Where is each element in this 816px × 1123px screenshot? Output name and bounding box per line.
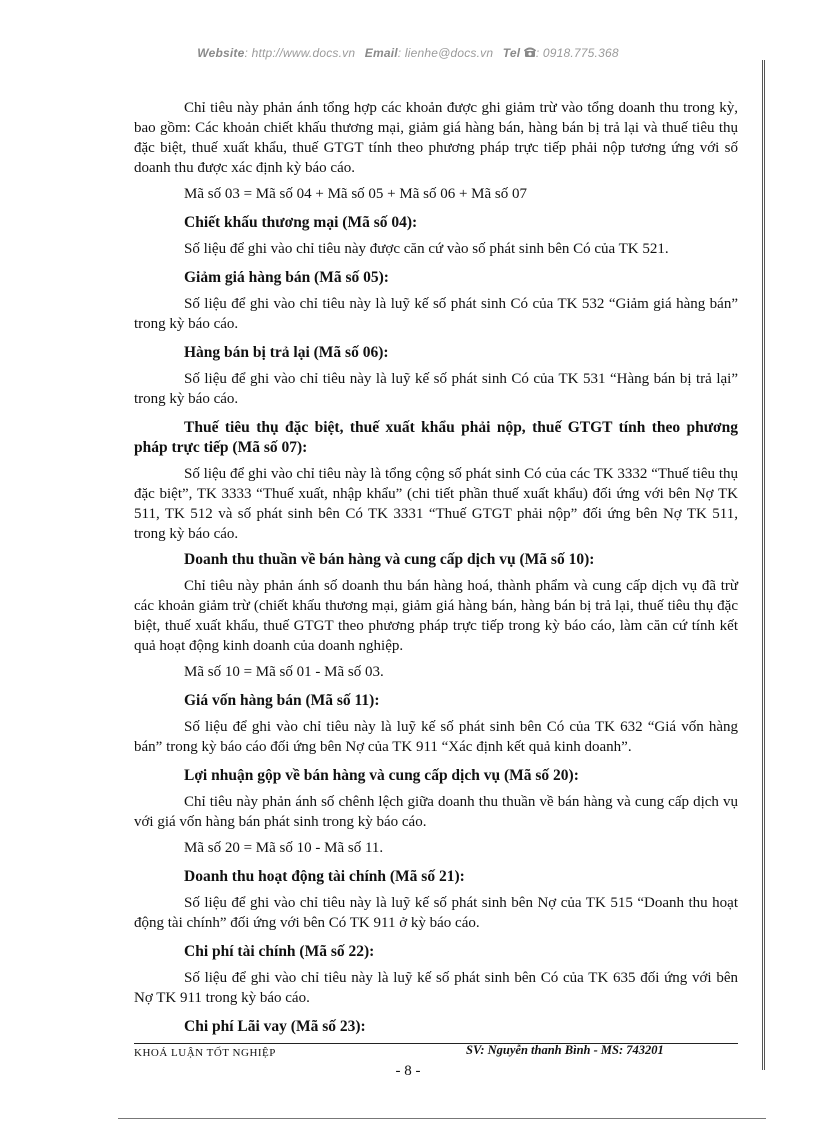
page-header	[0, 46, 816, 60]
paragraph: Số liệu để ghi vào chỉ tiêu này được căn cứ vào số phát sinh bên Có của TK 521.	[184, 241, 669, 257]
section-heading: Giá vốn hàng bán (Mã số 11):	[184, 692, 380, 709]
section-heading: Doanh thu hoạt động tài chính (Mã số 21):	[184, 868, 465, 885]
section-heading: Chiết khấu thương mại (Mã số 04):	[184, 214, 418, 231]
paragraph: Chỉ tiêu này phản ánh tổng hợp các khoản được ghi giảm trừ vào tổng doanh thu trong kỳ, bao gồm: Các khoản chiết khấu thương mại, giảm giá hàng bán, hàng bán bị trả lại và thuế tiêu thụ đặc biệt, thuế xuất khẩu, thuế GTGT tính theo phương pháp trực tiếp phải nộp tương ứng với số doanh thu được xác định kỳ báo cáo.	[134, 100, 738, 176]
paragraph: Chỉ tiêu này phản ánh số chênh lệch giữa doanh thu thuần về bán hàng và cung cấp dịch vụ với giá vốn hàng bán phát sinh trong kỳ báo cáo.	[134, 794, 738, 830]
tel-value: : 0918.775.368	[535, 46, 619, 60]
paragraph: Số liệu để ghi vào chỉ tiêu này là luỹ kế số phát sinh bên Có của TK 635 đối ứng với bên Nợ TK 911 trong kỳ báo cáo.	[134, 970, 738, 1006]
section-heading: Lợi nhuận gộp về bán hàng và cung cấp dịch vụ (Mã số 20):	[184, 767, 579, 784]
paragraph: Số liệu để ghi vào chỉ tiêu này là tổng cộng số phát sinh Có của các TK 3332 “Thuế tiêu thụ đặc biệt”, TK 3333 “Thuế xuất, nhập khẩu” (chi tiết phần thuế xuất khẩu) đối ứng với bên Nợ TK 511, TK 512 và số phát sinh bên Có TK 3331 “Thuế GTGT phải nộp” đối ứng bên Nợ TK 511, trong kỳ báo cáo.	[134, 466, 738, 542]
footer-student-info: SV: Nguyễn thanh Bình - MS: 743201	[466, 1043, 664, 1057]
website-label: Website	[197, 46, 245, 60]
paragraph: Số liệu để ghi vào chỉ tiêu này là luỹ kế số phát sinh bên Nợ của TK 515 “Doanh thu hoạt động tài chính” đối ứng với bên Có TK 911 ở kỳ báo cáo.	[134, 895, 738, 931]
tel-label: Tel	[502, 46, 521, 60]
phone-icon	[524, 47, 536, 58]
footer-thesis-label: KHOÁ LUẬN TỐT NGHIỆP	[134, 1047, 276, 1059]
formula: Mã số 03 = Mã số 04 + Mã số 05 + Mã số 06 + Mã số 07	[184, 186, 528, 202]
section-heading: Doanh thu thuần về bán hàng và cung cấp dịch vụ (Mã số 10):	[184, 551, 595, 568]
formula: Mã số 10 = Mã số 01 - Mã số 03.	[184, 664, 384, 680]
document-body	[134, 98, 738, 1037]
paragraph: Số liệu để ghi vào chỉ tiêu này là luỹ kế số phát sinh Có của TK 532 “Giảm giá hàng bán” trong kỳ báo cáo.	[134, 296, 738, 332]
website-value: : http://www.docs.vn	[244, 46, 356, 60]
paragraph: Số liệu để ghi vào chỉ tiêu này là luỹ kế số phát sinh bên Có của TK 632 “Giá vốn hàng bán” trong kỳ báo cáo đối ứng bên Nợ của TK 911 “Xác định kết quả kinh doanh”.	[134, 719, 738, 755]
email-value: : lienhe@docs.vn	[397, 46, 494, 60]
page-border-bottom	[118, 1118, 766, 1119]
section-heading: Giảm giá hàng bán (Mã số 05):	[184, 269, 389, 286]
section-heading: Hàng bán bị trả lại (Mã số 06):	[184, 344, 389, 361]
section-heading: Thuế tiêu thụ đặc biệt, thuế xuất khẩu phải nộp, thuế GTGT tính theo phương pháp trực tiếp (Mã số 07):	[134, 419, 738, 456]
section-heading: Chi phí Lãi vay (Mã số 23):	[184, 1018, 366, 1035]
section-heading: Chi phí tài chính (Mã số 22):	[184, 943, 375, 960]
formula: Mã số 20 = Mã số 10 - Mã số 11.	[184, 840, 384, 856]
page-border-right	[762, 60, 765, 1070]
paragraph: Số liệu để ghi vào chỉ tiêu này là luỹ kế số phát sinh Có của TK 531 “Hàng bán bị trả lại” trong kỳ báo cáo.	[134, 371, 738, 407]
page-number: - 8 -	[395, 1063, 421, 1079]
paragraph: Chỉ tiêu này phản ánh số doanh thu bán hàng hoá, thành phẩm và cung cấp dịch vụ đã trừ các khoản giảm trừ (chiết khấu thương mại, giảm giá hàng bán, hàng bán bị trả lại, thuế tiêu thụ đặc biệt, thuế xuất khẩu, thuế GTGT theo phương pháp trực tiếp trong kỳ báo cáo, làm căn cứ tính kết quả hoạt động kinh doanh của doanh nghiệp.	[134, 578, 738, 654]
email-label: Email	[364, 46, 398, 60]
